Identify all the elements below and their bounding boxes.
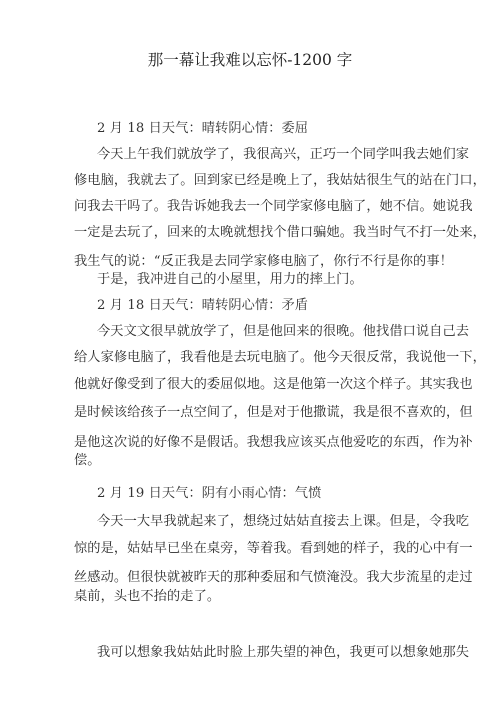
diary-entry-header: 2 月 19 日天气：阴有小雨心情：气愤 (97, 486, 322, 501)
paragraph-line: 是他这次说的好像不是假话。我想我应该买点他爱吃的东西，作为补 (74, 435, 473, 450)
diary-entry-header: 2 月 18 日天气：晴转阴心情：委屈 (97, 121, 309, 136)
paragraph-line: 偿。 (74, 453, 101, 468)
paragraph-line: 他就好像受到了很大的委屈似地。这是他第一次这个样子。其实我也 (74, 377, 473, 392)
paragraph-line: 惊的是，姑姑早已坐在桌旁，等着我。看到她的样子，我的心中有一 (74, 541, 473, 556)
paragraph-line: 修电脑，我就去了。回到家已经是晚上了，我姑姑很生气的站在门口， (74, 173, 486, 188)
paragraph-line: 丝感动。但很快就被昨天的那种委屈和气愤淹没。我大步流星的走过 (74, 570, 473, 585)
paragraph-line: 今天上午我们就放学了，我很高兴，正巧一个同学叫我去她们家 (97, 147, 470, 162)
diary-entry-header: 2 月 18 日天气：晴转阴心情：矛盾 (97, 298, 309, 313)
paragraph-line: 于是，我冲进自己的小屋里，用力的摔上门。 (97, 272, 363, 287)
paragraph-line: 桌前，头也不抬的走了。 (74, 589, 221, 604)
paragraph-line: 一定是去玩了，回来的太晚就想找个借口骗她。我当时气不打一处来， (74, 225, 486, 240)
paragraph-line: 问我去干吗了。我告诉她我去一个同学家修电脑了，她不信。她说我 (74, 199, 473, 214)
paragraph-line: 是时候该给孩子一点空间了，但是对于他撒谎，我是很不喜欢的，但 (74, 405, 473, 420)
document-title: 那一幕让我难以忘怀-1200 字 (147, 51, 353, 69)
paragraph-line: 给人家修电脑了，我看他是去玩电脑了。他今天很反常，我说他一下， (74, 350, 486, 365)
paragraph-line: 今天文文很早就放学了，但是他回来的很晚。他找借口说自己去 (97, 324, 470, 339)
paragraph-line: 我可以想象我姑姑此时脸上那失望的神色，我更可以想象她那失 (97, 645, 470, 660)
paragraph-line: 今天一大早我就起来了，想绕过姑姑直接去上课。但是，令我吃 (97, 514, 470, 529)
paragraph-line: 我生气的说：“反正我是去同学家修电脑了，你行不行是你的事！ (74, 254, 453, 269)
